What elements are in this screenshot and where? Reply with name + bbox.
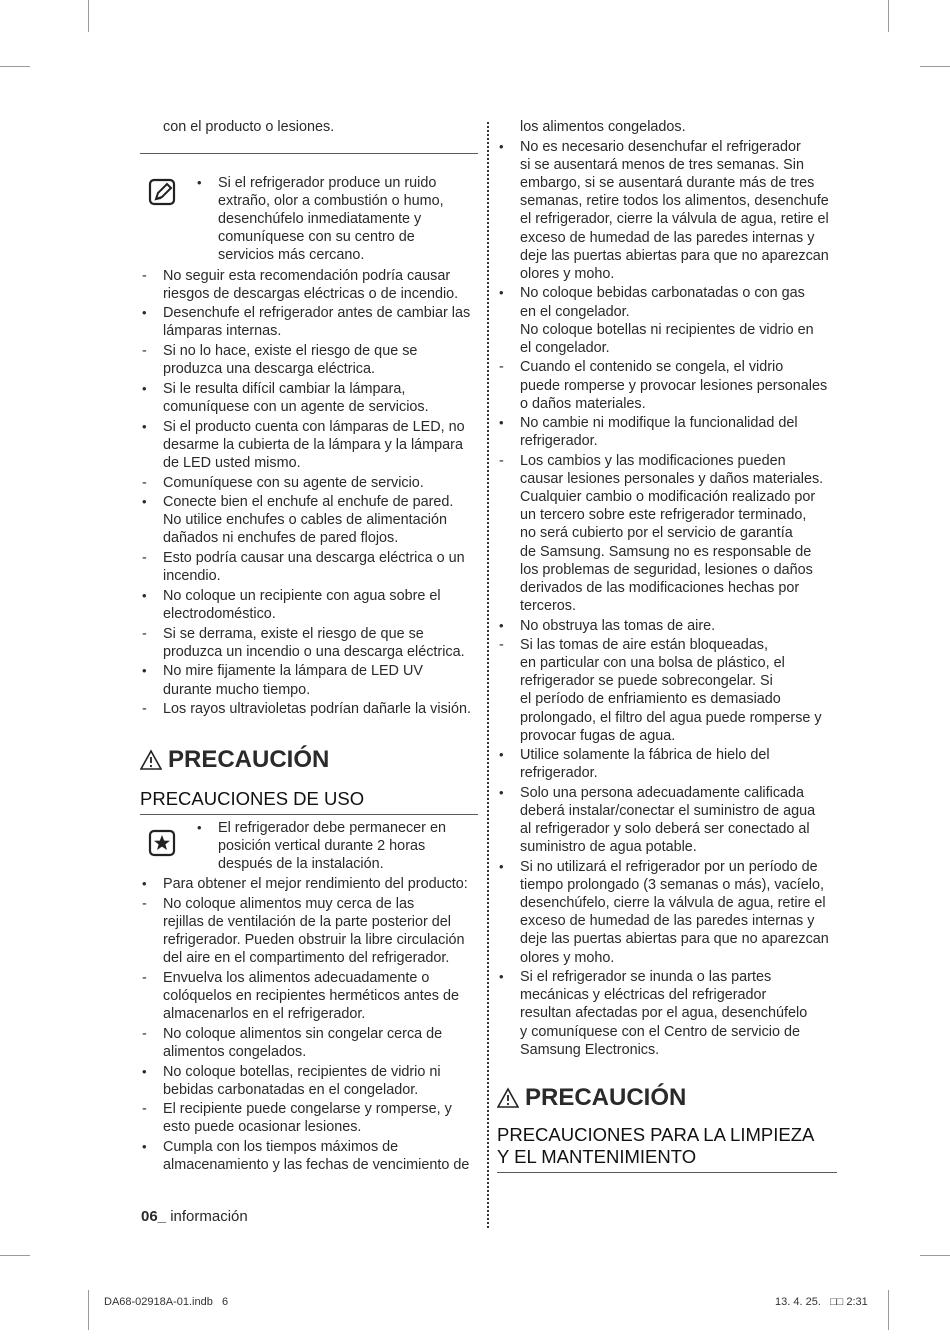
item-text-line: Para obtener el mejor rendimiento del producto: (163, 876, 468, 893)
item-text-line: si se ausentará menos de tres semanas. Sin (520, 157, 804, 174)
dash-item (497, 358, 837, 412)
item-text-line: almacenamiento y las fechas de vencimiento de (163, 1157, 470, 1174)
item-text-line: de LED usted mismo. (163, 454, 301, 471)
note-text-line: Si el refrigerador produce un ruido (218, 175, 437, 192)
item-text-line: almacenarlos en el refrigerador. (163, 1006, 366, 1023)
dash: - (142, 1101, 147, 1118)
item-text-line: produzca un incendio o una descarga eléctrica. (163, 643, 465, 660)
note-text (218, 819, 478, 873)
dash: - (142, 969, 147, 986)
dash: - (142, 474, 147, 491)
item-text-line: No coloque botellas ni recipientes de vidrio en (520, 321, 814, 338)
bullet: • (499, 617, 504, 633)
item-text-line: No coloque un recipiente con agua sobre el (163, 587, 441, 604)
dash: - (142, 1025, 147, 1042)
item-text-line: Si no utilizará el refrigerador por un período de (520, 859, 818, 876)
bullet-item (497, 138, 837, 283)
item-text-line: prolongado, el filtro del agua puede romperse y (520, 709, 822, 726)
note-text-line: comuníquese con su centro de (218, 229, 415, 246)
bullet: • (499, 285, 504, 301)
bullet-item (497, 284, 837, 356)
item-text-line: desarme la cubierta de la lámpara y la lámpara (163, 436, 463, 453)
crop-mark (888, 1290, 889, 1330)
item-text-line: dañados ni enchufes de pared flojos. (163, 530, 399, 547)
bullet-item (140, 493, 478, 547)
item-text-line: resultan afectadas por el agua, desenchúfelo (520, 1005, 808, 1022)
bullet-list (497, 138, 837, 1059)
imprint-file: DA68-02918A-01.indb 6 (104, 1296, 229, 1308)
note-text-line: desenchúfelo inmediatamente y (218, 211, 422, 228)
item-text-line: semanas, retire todos los alimentos, desenchufe (520, 193, 829, 210)
item-text-line: Los rayos ultravioletas podrían dañarle la visión. (163, 701, 471, 718)
bullet-item (497, 746, 837, 782)
item-text-line: riesgos de descargas eléctricas o de incendio. (163, 285, 459, 302)
item-text-line: produzca una descarga eléctrica. (163, 361, 375, 378)
item-text-line: No coloque alimentos muy cerca de las (163, 895, 415, 912)
dash-item (497, 452, 837, 615)
section-heading-line: Y EL MANTENIMIENTO (497, 1146, 697, 1168)
item-text-line: deje las puertas abiertas para que no aparezcan (520, 931, 829, 948)
crop-mark (88, 0, 89, 32)
dash-item (140, 549, 478, 585)
dash: - (142, 625, 147, 642)
item-text-line: esto puede ocasionar lesiones. (163, 1119, 362, 1136)
crop-mark (0, 1255, 30, 1256)
item-text-line: No utilice enchufes o cables de alimentación (163, 512, 447, 529)
item-text-line: bebidas carbonatadas en el congelador. (163, 1081, 419, 1098)
section-heading-line: PRECAUCIONES PARA LA LIMPIEZA (497, 1124, 815, 1146)
section-heading (497, 1124, 837, 1173)
note-text-line: El refrigerador debe permanecer en (218, 819, 446, 836)
bullet-item (140, 418, 478, 472)
dash-item (140, 625, 478, 661)
bullet: • (142, 418, 147, 434)
item-text-line: embargo, si se ausentará durante más de tres (520, 175, 815, 192)
item-text-line: colóquelos en recipientes herméticos antes de (163, 987, 459, 1004)
item-text-line: No coloque bebidas carbonatadas o con gas (520, 285, 805, 302)
bullet: • (142, 876, 147, 892)
bullet-item (497, 617, 837, 635)
caution-title: PRECAUCIÓN (525, 1084, 687, 1112)
page-number: 06_ (141, 1208, 167, 1225)
note-text-line: extraño, olor a combustión o humo, (218, 193, 444, 210)
bullet: • (142, 1139, 147, 1155)
item-text-line: olores y moho. (520, 265, 615, 282)
item-text-line: un tercero sobre este refrigerador terminado, (520, 507, 807, 524)
item-text-line: Desenchufe el refrigerador antes de cambiar las (163, 305, 471, 322)
bullet-item (140, 587, 478, 623)
star-note-icon (148, 829, 176, 857)
item-text-line: puede romperse y provocar lesiones personales (520, 377, 828, 394)
item-text-line: refrigerador. Pueden obstruir la libre circulación (163, 932, 465, 949)
bullet: • (142, 305, 147, 321)
item-text-line: No mire fijamente la lámpara de LED UV (163, 663, 423, 680)
bullet-list (140, 267, 478, 719)
crop-mark (88, 1290, 89, 1330)
item-text-line: suministro de agua potable. (520, 839, 697, 856)
item-text-line: exceso de humedad de las paredes internas y (520, 913, 815, 930)
dash: - (499, 359, 504, 376)
item-text-line: en el congelador. (520, 303, 630, 320)
note-block (140, 164, 478, 264)
note-text-line: posición vertical durante 2 horas (218, 838, 426, 855)
bullet: • (499, 747, 504, 763)
item-text-line: Los cambios y las modificaciones pueden (520, 453, 786, 470)
bullet: • (499, 785, 504, 801)
item-text-line: o daños materiales. (520, 395, 646, 412)
item-text-line: al refrigerador y solo deberá ser conectado al (520, 821, 810, 838)
item-text-line: Solo una persona adecuadamente calificada (520, 785, 805, 802)
item-text-line: comuníquese con un agente de servicios. (163, 399, 429, 415)
dash-item (140, 1025, 478, 1061)
bullet: • (499, 415, 504, 431)
item-text-line: de Samsung. Samsung no es responsable de (520, 543, 812, 560)
item-text-line: terceros. (520, 597, 576, 614)
bullet-list (140, 875, 478, 1174)
item-text-line: Esto podría causar una descarga eléctrica o un (163, 550, 465, 567)
divider (140, 153, 478, 154)
bullet: • (499, 859, 504, 875)
dash: - (142, 550, 147, 567)
bullet-item (140, 380, 478, 416)
warning-triangle-icon (140, 749, 162, 771)
bullet: • (142, 1063, 147, 1079)
item-text-line: el período de enfriamiento es demasiado (520, 691, 781, 708)
item-text-line: Si no lo hace, existe el riesgo de que se (163, 343, 418, 360)
continued-text: con el producto o lesiones. (163, 119, 335, 135)
section-name: información (170, 1208, 248, 1225)
item-text-line: exceso de humedad de las paredes internas y (520, 229, 815, 246)
item-text-line: lámparas internas. (163, 323, 282, 340)
bullet-item (497, 414, 837, 450)
note-text-line: después de la instalación. (218, 856, 384, 873)
dash: - (142, 701, 147, 718)
item-text-line: mecánicas y eléctricas del refrigerador (520, 987, 767, 1004)
dash: - (142, 343, 147, 360)
item-text-line: Comuníquese con su agente de servicio. (163, 474, 424, 491)
dash-item (140, 1100, 478, 1136)
bullet: • (197, 819, 202, 835)
item-text-line: Cualquier cambio o modificación realizado por (520, 489, 816, 506)
bullet: • (197, 175, 202, 191)
continued-text: los alimentos congelados. (520, 119, 686, 135)
bullet: • (142, 587, 147, 603)
item-text-line: tiempo prolongado (3 semanas o más), vacíelo, (520, 877, 824, 894)
item-text-line: alimentos congelados. (163, 1043, 307, 1060)
dash: - (499, 453, 504, 470)
item-text-line: los problemas de seguridad, lesiones o daños (520, 561, 813, 578)
warning-triangle-icon (497, 1087, 519, 1109)
bullet: • (142, 494, 147, 510)
item-text-line: Si las tomas de aire están bloqueadas, (520, 637, 768, 654)
bullet-item (140, 662, 478, 698)
item-text-line: No es necesario desenchufar el refrigerador (520, 139, 801, 156)
caution-heading (497, 1084, 837, 1112)
dash-item (140, 267, 478, 303)
dash-item (140, 700, 478, 718)
item-text-line: Si se derrama, existe el riesgo de que se (163, 625, 424, 642)
item-text-line: deje las puertas abiertas para que no aparezcan (520, 247, 829, 264)
note-block (140, 819, 478, 873)
page-footer (141, 1208, 248, 1225)
item-text-line: el congelador. (520, 339, 610, 356)
item-text-line: del aire en el compartimento del refrigerador. (163, 950, 450, 967)
dash-item (497, 636, 837, 745)
bullet-item (140, 1063, 478, 1099)
dash-item (140, 474, 478, 492)
column-divider (487, 122, 489, 1228)
item-text-line: Si le resulta difícil cambiar la lámpara, (163, 380, 406, 397)
bullet: • (142, 380, 147, 396)
caution-title: PRECAUCIÓN (168, 745, 330, 773)
item-text-line: el refrigerador, cierre la válvula de agua, retire el (520, 211, 829, 228)
item-text-line: en particular con una bolsa de plástico, el (520, 655, 785, 672)
item-text-line: No cambie ni modifique la funcionalidad del (520, 415, 798, 432)
item-text-line: Envuelva los alimentos adecuadamente o (163, 969, 430, 986)
item-text-line: Cumpla con los tiempos máximos de (163, 1139, 399, 1156)
item-text-line: El recipiente puede congelarse y romperse, y (163, 1101, 452, 1118)
item-text-line: deberá instalar/conectar el suministro de agua (520, 803, 816, 820)
crop-mark (0, 66, 30, 67)
item-text-line: derivados de las modificaciones hechas por (520, 579, 800, 596)
section-heading: PRECAUCIONES DE USO (140, 788, 478, 815)
dash-item (140, 895, 478, 967)
dash-item (140, 342, 478, 378)
right-column (497, 118, 837, 1173)
dash: - (499, 637, 504, 654)
note-text (218, 174, 478, 264)
dash: - (142, 895, 147, 912)
dash: - (142, 267, 147, 284)
item-text-line: Conecte bien el enchufe al enchufe de pared. (163, 494, 454, 511)
item-text-line: electrodoméstico. (163, 606, 276, 622)
item-text-line: durante mucho tiempo. (163, 681, 311, 698)
note-text-line: servicios más cercano. (218, 247, 365, 264)
item-text-line: No seguir esta recomendación podría causar (163, 267, 451, 284)
bullet-item (140, 304, 478, 340)
item-text-line: refrigerador. (520, 433, 598, 450)
item-text-line: No obstruya las tomas de aire. (520, 617, 716, 634)
item-text-line: no será cubierto por el servicio de garantía (520, 525, 793, 542)
crop-mark (888, 0, 889, 32)
bullet: • (499, 969, 504, 985)
bullet-item (497, 968, 837, 1058)
item-text-line: No coloque botellas, recipientes de vidrio ni (163, 1063, 441, 1080)
item-text-line: provocar fugas de agua. (520, 727, 676, 744)
bullet-item (497, 784, 837, 856)
item-text-line: Samsung Electronics. (520, 1041, 660, 1058)
item-text-line: rejillas de ventilación de la parte posterior del (163, 914, 451, 930)
item-text-line: Si el refrigerador se inunda o las partes (520, 969, 772, 986)
caution-heading (140, 746, 478, 774)
item-text-line: incendio. (163, 568, 221, 585)
crop-mark (920, 66, 950, 67)
bullet: • (499, 139, 504, 155)
left-column (140, 118, 478, 1176)
item-text-line: refrigerador se puede sobrecongelar. Si (520, 673, 773, 690)
item-text-line: causar lesiones personales y daños materiales. (520, 471, 824, 488)
item-text-line: desenchúfelo, cierre la válvula de agua, retire el (520, 895, 826, 912)
item-text-line: refrigerador. (520, 765, 598, 782)
bullet: • (142, 663, 147, 679)
item-text-line: Utilice solamente la fábrica de hielo del (520, 747, 770, 764)
item-text-line: olores y moho. (520, 949, 615, 966)
dash-item (140, 969, 478, 1023)
item-text-line: y comuníquese con el Centro de servicio de (520, 1023, 800, 1040)
note-pencil-icon (148, 178, 176, 206)
bullet-item (140, 875, 478, 893)
bullet-item (140, 1138, 478, 1174)
bullet-item (497, 858, 837, 967)
item-text-line: No coloque alimentos sin congelar cerca de (163, 1025, 443, 1042)
item-text-line: Si el producto cuenta con lámparas de LED, no (163, 418, 465, 435)
item-text-line: Cuando el contenido se congela, el vidrio (520, 359, 784, 376)
crop-mark (920, 1255, 950, 1256)
imprint-date: 13. 4. 25. □□ 2:31 (775, 1296, 868, 1308)
